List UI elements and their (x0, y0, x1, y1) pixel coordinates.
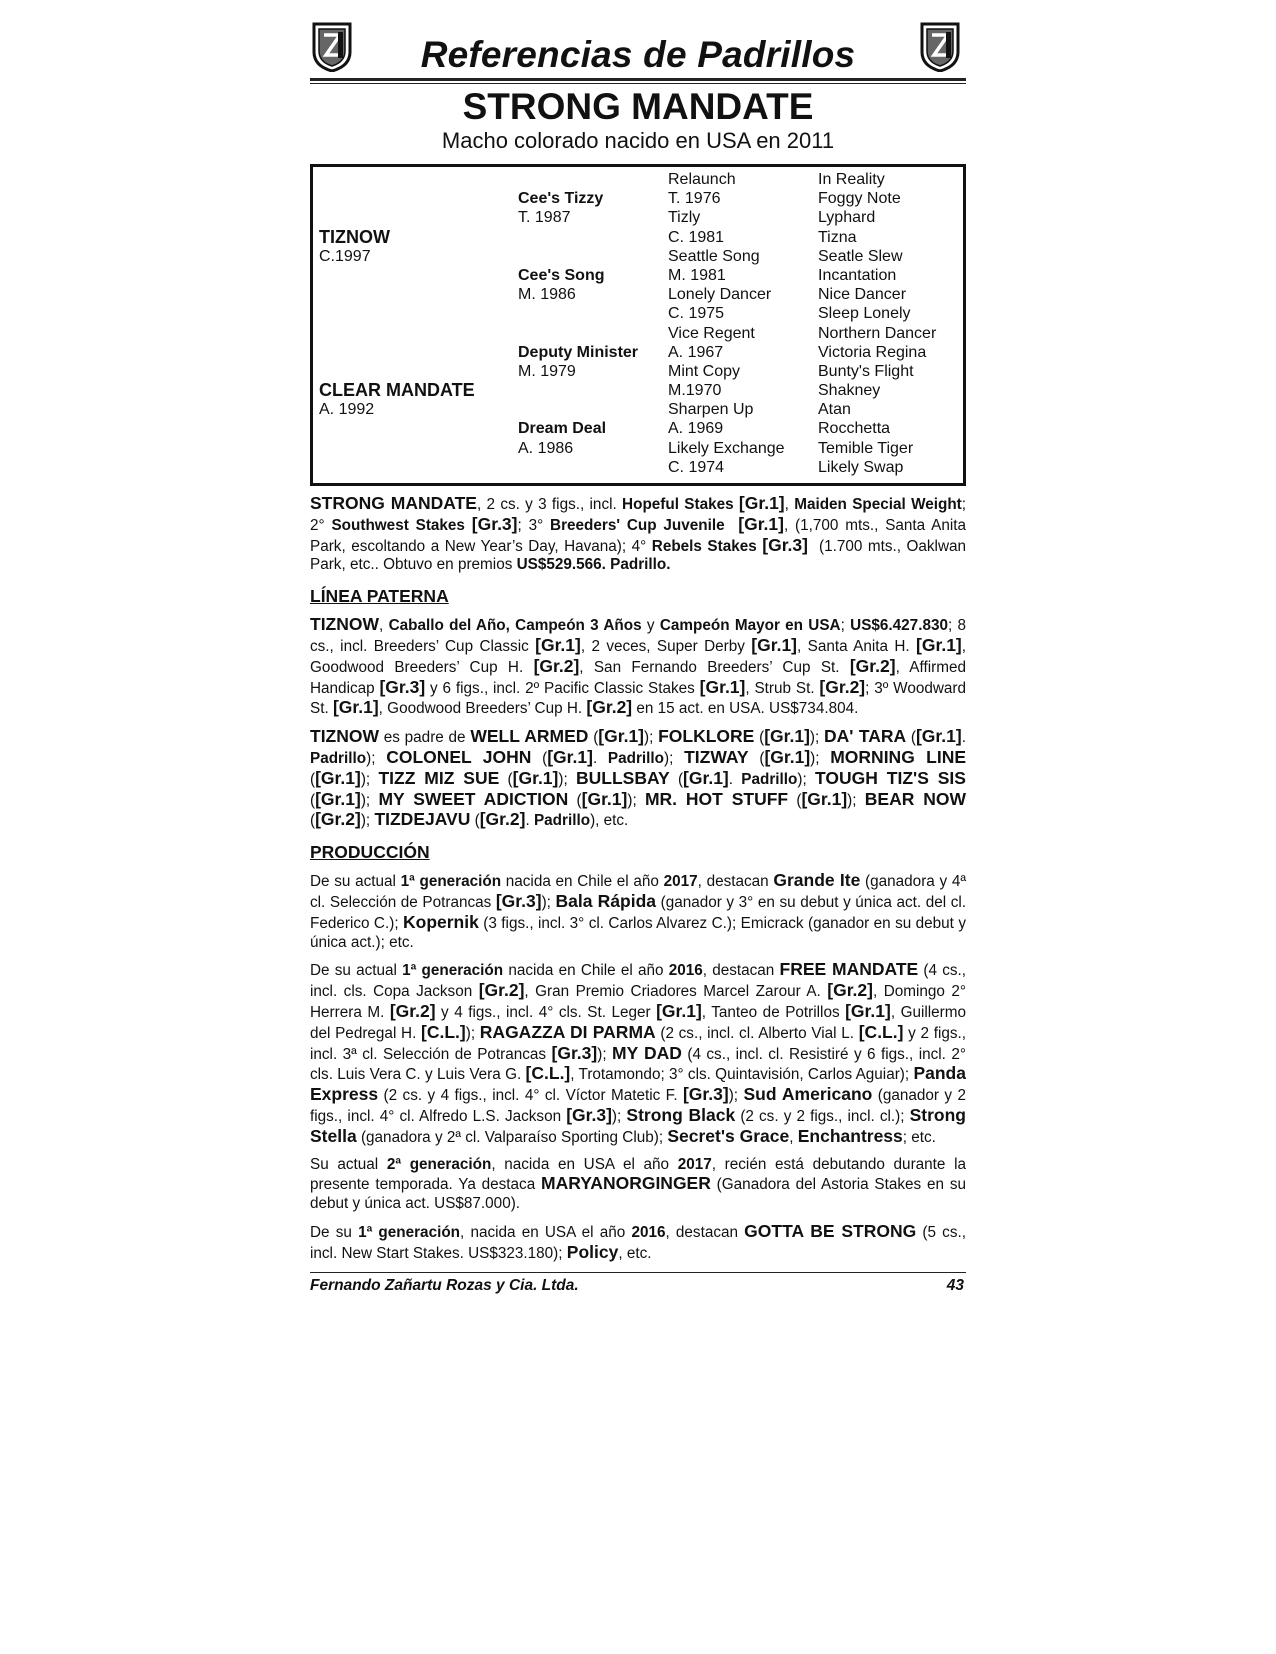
pedigree-cell: Victoria Regina (818, 343, 927, 361)
pedigree-cell (319, 362, 475, 381)
pedigree-cell: A. 1969 (668, 420, 724, 438)
pedigree-cell (319, 189, 475, 208)
pedigree-cell: Bunty's Flight (818, 362, 914, 380)
production-paragraph: De su actual 1ª generación nacida en Chile el año 2016, destacan FREE MANDATE (4 cs., incl. cls. Copa Jackson [Gr.2], Gran Premio Criadores Marcel Zarour A. [Gr.2], Domingo 2° Herrera M. [Gr.2] y 4 figs., incl. 4° cls. St. Leger [Gr.1], Tanteo de Potrillos [Gr.1], Guillermo del Pedregal H. [C.L.]); RAGAZZA DI PARMA (2 cs., incl. cl. Alberto Vial L. [C.L.] y 2 figs., incl. 3ª cl. Selección de Potrancas [Gr.3]); MY DAD (4 cs., incl. cl. Resistiré y 6 figs., incl. 2° cls. Luis Vera C. y Luis Vera G. [C.L.], Trotamondo; 3° cls. Quintavisión, Carlos Aguiar); Panda Express (2 cs. y 4 figs., incl. 4° cl. Víctor Matetic F. [Gr.3]); Sud Americano (ganador y 2 figs., incl. 4° cl. Alfredo L.S. Jackson [Gr.3]); Strong Black (2 cs. y 2 figs., incl. cl.); Strong Stella (ganadora y 2ª cl. Valparaíso Sporting Club); Secret's Grace, Enchantress; etc. (310, 959, 967, 1146)
race-record-paragraph: STRONG MANDATE, 2 cs. y 3 figs., incl. Hopeful Stakes [Gr.1], Maiden Special Weight; 2° Southwest Stakes [Gr.3]; 3° Breeders' Cup Juvenile [Gr.1], (1,700 mts., Santa Anita Park, escoltando a New Year’s Day, Havana); 4° Rebels Stakes [Gr.3] (1.700 mts., Oaklwan Park, etc.. Obtuvo en premios US$529.566. Padrillo. (310, 493, 967, 574)
pedigree-cell: Deputy Minister (518, 343, 639, 361)
pedigree-cell: Nice Dancer (818, 286, 907, 304)
pedigree-cell: C. 1974 (668, 458, 725, 476)
pedigree-cell: Rocchetta (818, 420, 891, 438)
pedigree-cell (518, 324, 638, 343)
pedigree-cell: Lonely Dancer (668, 286, 772, 304)
pedigree-cell (319, 208, 475, 227)
pedigree-cell: Temible Tiger (818, 439, 914, 457)
sire-offspring-paragraph: TIZNOW es padre de WELL ARMED ([Gr.1]); FOLKLORE ([Gr.1]); DA' TARA ([Gr.1]. Padrillo); COLONEL JOHN ([Gr.1]. Padrillo); TIZWAY ([Gr.1]); MORNING LINE ([Gr.1]); TIZZ MIZ SUE ([Gr.1]); BULLSBAY ([Gr.1]. Padrillo); TOUGH TIZ'S SIS ([Gr.1]); MY SWEET ADICTION ([Gr.1]); MR. HOT STUFF ([Gr.1]); BEAR NOW ([Gr.2]); TIZDEJAVU ([Gr.2]. Padrillo), etc. (310, 726, 967, 830)
pedigree-cell: Likely Swap (818, 458, 904, 476)
pedigree-cell (319, 266, 475, 285)
pedigree-cell: Seattle Song (668, 247, 760, 265)
pedigree-cell (319, 285, 475, 304)
pedigree-cell: T. 1976 (668, 190, 721, 208)
pedigree-cell: Shakney (818, 382, 881, 400)
pedigree-cell: A. 1967 (668, 343, 724, 361)
pedigree-column-parents (319, 170, 475, 477)
pedigree-cell: C.1997 (319, 247, 371, 265)
section-heading-paternal-line: LÍNEA PATERNA (310, 586, 449, 607)
pedigree-cell: Lyphard (818, 209, 876, 227)
pedigree-cell: CLEAR MANDATE (319, 380, 475, 401)
pedigree-cell: C. 1975 (668, 305, 725, 323)
production-paragraph: De su actual 1ª generación nacida en Chile el año 2017, destacan Grande Ite (ganadora y 4ª cl. Selección de Potrancas [Gr.3]); Bala Rápida (ganador y 3° en su debut y única act. del cl. Federico C.); Kopernik (3 figs., incl. 3° cl. Carlos Alvarez C.); Emicrack (ganador en su debut y única act.); etc. (310, 870, 966, 951)
logo-icon (918, 22, 962, 72)
pedigree-column-great-great-grandparents (818, 170, 936, 477)
footer-rule (310, 1272, 966, 1273)
pedigree-cell (319, 170, 475, 189)
pedigree-column-great-grandparents (668, 170, 785, 477)
header-rule-thin (310, 83, 966, 84)
pedigree-cell: C. 1981 (668, 228, 725, 246)
pedigree-cell: Relaunch (668, 171, 736, 188)
pedigree-cell (518, 381, 638, 400)
pedigree-cell (518, 170, 638, 189)
pedigree-cell: Cee's Tizzy (518, 190, 604, 208)
pedigree-cell: M.1970 (668, 382, 722, 400)
pedigree-cell: Sharpen Up (668, 401, 754, 419)
horse-name: STRONG MANDATE (462, 86, 814, 127)
pedigree-cell: Mint Copy (668, 362, 741, 380)
document-page (310, 20, 966, 1299)
pedigree-cell: In Reality (818, 171, 885, 188)
pedigree-cell: Vice Regent (668, 324, 755, 342)
header-rule (310, 78, 966, 81)
pedigree-cell (319, 343, 475, 362)
page-header-title: Referencias de Padrillos (420, 34, 856, 75)
pedigree-cell: Foggy Note (818, 190, 901, 208)
pedigree-cell: Northern Dancer (818, 324, 937, 342)
production-paragraph: De su 1ª generación, nacida en USA el año 2016, destacan GOTTA BE STRONG (5 cs., incl. New Start Stakes. US$323.180); Policy, etc. (310, 1220, 966, 1262)
pedigree-cell: Atan (818, 401, 851, 419)
pedigree-cell: A. 1986 (518, 439, 574, 457)
pedigree-cell: Incantation (818, 266, 897, 284)
pedigree-cell: T. 1987 (518, 209, 571, 227)
pedigree-cell: Sleep Lonely (818, 305, 911, 323)
pedigree-cell (518, 304, 638, 323)
pedigree-cell (319, 458, 475, 477)
pedigree-cell: Seatle Slew (818, 247, 903, 265)
pedigree-cell: M. 1979 (518, 362, 576, 380)
pedigree-cell: Likely Exchange (668, 439, 785, 457)
pedigree-cell (518, 458, 638, 477)
pedigree-cell: M. 1986 (518, 286, 576, 304)
pedigree-cell (319, 419, 475, 438)
pedigree-cell (319, 304, 475, 323)
sire-record-paragraph: TIZNOW, Caballo del Año, Campeón 3 Años y Campeón Mayor en USA; US$6.427.830; 8 cs., incl. Breeders’ Cup Classic [Gr.1], 2 veces, Super Derby [Gr.1], Santa Anita H. [Gr.1], Goodwood Breeders’ Cup H. [Gr.2], San Fernando Breeders’ Cup St. [Gr.2], Affirmed Handicap [Gr.3] y 6 figs., incl. 2º Pacific Classic Stakes [Gr.1], Strub St. [Gr.2]; 3º Woodward St. [Gr.1], Goodwood Breeders’ Cup H. [Gr.2] en 15 act. en USA. US$734.804. (310, 614, 967, 718)
footer-company: Fernando Zañartu Rozas y Cia. Ltda. (310, 1276, 579, 1294)
pedigree-cell: Tizly (668, 209, 701, 227)
pedigree-table (310, 164, 966, 486)
pedigree-cell (518, 228, 638, 247)
horse-subtitle: Macho colorado nacido en USA en 2011 (441, 128, 835, 153)
page-header (310, 20, 966, 78)
page-number: 43 (946, 1276, 964, 1294)
pedigree-cell: Dream Deal (518, 420, 607, 438)
pedigree-cell: TIZNOW (319, 226, 390, 247)
pedigree-cell (319, 324, 475, 343)
pedigree-cell: A. 1992 (319, 401, 375, 419)
pedigree-column-grandparents (518, 170, 638, 477)
page-footer (310, 1277, 966, 1299)
pedigree-cell: Tizna (818, 228, 857, 246)
pedigree-cell: Cee's Song (518, 266, 605, 284)
section-heading-production: PRODUCCIÓN (310, 842, 430, 863)
production-paragraph: Su actual 2ª generación, nacida en USA el año 2017, recién está debutando durante la presente temporada. Ya destaca MARYANORGINGER (Ganadora del Astoria Stakes en su debut y única act. US$87.000). (310, 1155, 967, 1213)
pedigree-cell (319, 439, 475, 458)
pedigree-cell (518, 247, 638, 266)
pedigree-cell (518, 400, 638, 419)
pedigree-cell: M. 1981 (668, 266, 726, 284)
